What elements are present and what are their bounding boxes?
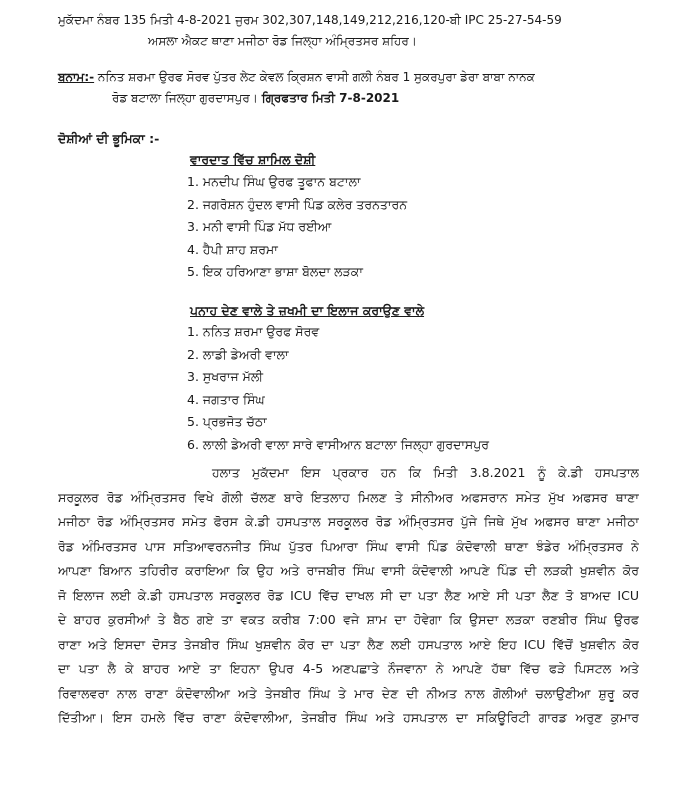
section1-list [187,174,407,287]
section1-heading: ਵਾਰਦਾਤ ਵਿੱਚ ਸ਼ਾਮਿਲ ਦੋਸ਼ੀ [190,152,316,167]
narrative-line: ਦਾ ਪਤਾ ਲੈ ਕੇ ਬਾਹਰ ਆਏ ਤਾ ਇਹਨਾ ਉਪਰ 4-5 ਅਣਪਛਾਤੇ ਨੌਜਵਾਨਾ ਨੇ ਆਪਣੇ ਹੱਥਾ ਵਿੱਚ ਫੜੇ ਪਿਸਟਲ ਅਤੇ [58,661,639,676]
narrative-line: ਜੋ ਇਲਾਜ ਲਈ ਕੇ.ਡੀ ਹਸਪਤਾਲ ਸਰਕੂਲਰ ਰੋਡ ICU ਵਿੱਚ ਦਾਖਲ ਸੀ ਦਾ ਪਤਾ ਲੈਣ ਆਏ ਸੀ ਪਤਾ ਲੈਣ ਤੋ ਬਾਅਦ ICU [58,587,639,603]
narrative-line: ਰੋਡ ਅੰਮਿਰਤਸਰ ਪਾਸ ਸਤਿਆਵਰਨਜੀਤ ਸਿੰਘ ਪੁੱਤਰ ਪਿਆਰਾ ਸਿੰਘ ਵਾਸੀ ਪਿੰਡ ਕੰਦੋਵਾਲੀ ਥਾਣਾ ਝੰਡੇਰ ਅੰਮ੍ਰਿਤਸਰ ਨੇ [58,538,639,554]
section2-list [187,324,489,459]
list-item: 3. ਮਨੀ ਵਾਸੀ ਪਿੰਡ ਮੱਧ ਰਈਆ [187,219,332,234]
accused-address-text: ਰੋਡ ਬਟਾਲਾ ਜਿਲ੍ਹਾ ਗੁਰਦਾਸਪੁਰ। [112,91,262,105]
narrative-line: ਹਲਾਤ ਮੁਕੱਦਮਾ ਇਸ ਪ੍ਰਕਾਰ ਹਨ ਕਿ ਮਿਤੀ 3.8.2021 ਨੂੰ ਕੇ.ਡੀ ਹਸਪਤਾਲ [212,465,639,480]
narrative-paragraph [58,461,639,731]
list-item: 3. ਸੁਖਰਾਜ ਮੱਲੀ [187,369,264,384]
list-item: 5. ਇਕ ਹਰਿਆਣਾ ਭਾਸ਼ਾ ਬੋਲਦਾ ਲੜਕਾ [187,264,363,279]
narrative-line: ਰਾਣਾ ਅਤੇ ਇਸਦਾ ਦੋਸਤ ਤੇਜਬੀਰ ਸਿੰਘ ਖੁਸ਼ਵੀਨ ਕੋਰ ਦਾ ਪਤਾ ਲੈਣ ਲਈ ਹਸਪਤਾਲ ਆਏ ਇਹ ICU ਵਿੱਚੋਂ ਖੁਸ਼ਵੀਨ ਕੋਰ [58,636,639,652]
narrative-line: ਸਰਕੂਲਰ ਰੋਡ ਅੰਮ੍ਰਿਤਸਰ ਵਿਖੇ ਗੋਲੀ ਚੱਲਣ ਬਾਰੇ ਇਤਲਾਹ ਮਿਲਣ ਤੇ ਸੀਨੀਅਰ ਅਫਸਰਾਨ ਸਮੇਤ ਮੁੱਖ ਅਫਸਰ ਥਾਣਾ [58,489,639,505]
list-item: 4. ਜਗਤਾਰ ਸਿੰਘ [187,391,265,407]
list-item: 2. ਜਗਰੋਸ਼ਨ ਹੁੰਦਲ ਵਾਸੀ ਪਿੰਡ ਕਲੇਰ ਤਰਨਤਾਰਨ [187,196,408,212]
list-item: 1. ਨਨਿਤ ਸ਼ਰਮਾ ਉਰਫ ਸੋਰਵ [187,324,320,339]
section2-heading: ਪਨਾਹ ਦੇਣ ਵਾਲੇ ਤੇ ਜ਼ਖਮੀ ਦਾ ਇਲਾਜ ਕਰਾਉਣ ਵਾਲੇ [190,303,425,318]
list-item: 5. ਪ੍ਰਭਜੋਤ ਚੱਠਾ [187,414,267,429]
narrative-line: ਰਿਵਾਲਵਰਾ ਨਾਲ ਰਾਣਾ ਕੰਦੋਵਾਲੀਆ ਅਤੇ ਤੇਜਬੀਰ ਸਿੰਘ ਤੇ ਮਾਰ ਦੇਣ ਦੀ ਨੀਅਤ ਨਾਲ ਗੋਲੀਆਂ ਚਲਾਉਣੀਆ ਸ਼ੁਰੂ ਕਰ [58,685,639,701]
list-item: 1. ਮਨਦੀਪ ਸਿੰਘ ਉਰਫ ਤੂਫਾਨ ਬਟਾਲਾ [187,174,361,189]
case-header-line-1: ਮੁਕੱਦਮਾ ਨੰਬਰ 135 ਮਿਤੀ 4-8-2021 ਜੁਰਮ 302,307,148,149,212,216,120-ਬੀ IPC 25-27-54-59 [58,13,562,27]
accused-label: ਬਨਾਮ:- [58,70,95,84]
accused-line-2 [112,90,399,106]
arrest-date: ਗ੍ਰਿਫਤਾਰ ਮਿਤੀ 7-8-2021 [261,91,400,105]
accused-name-text: ਨਨਿਤ ਸ਼ਰਮਾ ਉਰਫ ਸੋਰਵ ਪੁੱਤਰ ਲੇਟ ਕੇਵਲ ਕ੍ਰਿਸ਼ਨ ਵਾਸੀ ਗਲੀ ਨੰਬਰ 1 ਸੁਕਰਪੁਰਾ ਡੇਰਾ ਬਾਬਾ ਨਾਨਕ [94,70,535,84]
narrative-line: ਮਜੀਠਾ ਰੋਡ ਅੰਮ੍ਰਿਤਸਰ ਸਮੇਤ ਫੋਰਸ ਕੇ.ਡੀ ਹਸਪਤਾਲ ਸਰਕੂਲਰ ਰੋਡ ਅੰਮ੍ਰਿਤਸਰ ਪੁੱਜੇ ਜਿਥੇ ਮੁੱਖ ਅਫਸਰ ਥਾਣਾ ਮਜੀਠਾ [58,514,639,529]
list-item: 4. ਹੈਪੀ ਸ਼ਾਹ ਸ਼ਰਮਾ [187,241,278,257]
narrative-line: ਆਪਣਾ ਬਿਆਨ ਤਹਿਰੀਰ ਕਰਾਇਆ ਕਿ ਉਹ ਅਤੇ ਰਾਜਬੀਰ ਸਿੰਘ ਵਾਸੀ ਕੰਦੋਵਾਲੀ ਆਪਣੇ ਪਿੰਡ ਦੀ ਲੜਕੀ ਖੁਸ਼ਵੀਨ ਕੋਰ [58,563,639,578]
narrative-line: ਦੇ ਬਾਹਰ ਕੁਰਸੀਆਂ ਤੇ ਬੈਠ ਗਏ ਤਾ ਵਕਤ ਕਰੀਬ 7:00 ਵਜੇ ਸ਼ਾਮ ਦਾ ਹੋਵੇਗਾ ਕਿ ਉਸਦਾ ਲੜਕਾ ਰਣਬੀਰ ਸਿੰਘ ਉਰਫ [58,612,639,627]
accused-line-1 [58,69,535,85]
case-header-line-2: ਅਸਲਾ ਐਕਟ ਥਾਣਾ ਮਜੀਠਾ ਰੋਡ ਜਿਲ੍ਹਾ ਅੰਮ੍ਰਿਤਸਰ ਸ਼ਹਿਰ। [148,34,417,48]
list-item: 6. ਲਾਲੀ ਡੇਅਰੀ ਵਾਲਾ ਸਾਰੇ ਵਾਸੀਆਨ ਬਟਾਲਾ ਜਿਲ੍ਹਾ ਗੁਰਦਾਸਪੁਰ [187,436,490,452]
role-heading: ਦੋਸ਼ੀਆਂ ਦੀ ਭੂਮਿਕਾ :- [58,131,160,146]
list-item: 2. ਲਾਡੀ ਡੇਅਰੀ ਵਾਲਾ [187,346,289,362]
narrative-line: ਦਿੱਤੀਆ। ਇਸ ਹਮਲੇ ਵਿੱਚ ਰਾਣਾ ਕੰਦੋਵਾਲੀਆ, ਤੇਜਬੀਰ ਸਿੰਘ ਅਤੇ ਹਸਪਤਾਲ ਦਾ ਸਕਿਊਰਿਟੀ ਗਾਰਡ ਅਰੁਣ ਕੁਮਾਰ [58,710,639,725]
